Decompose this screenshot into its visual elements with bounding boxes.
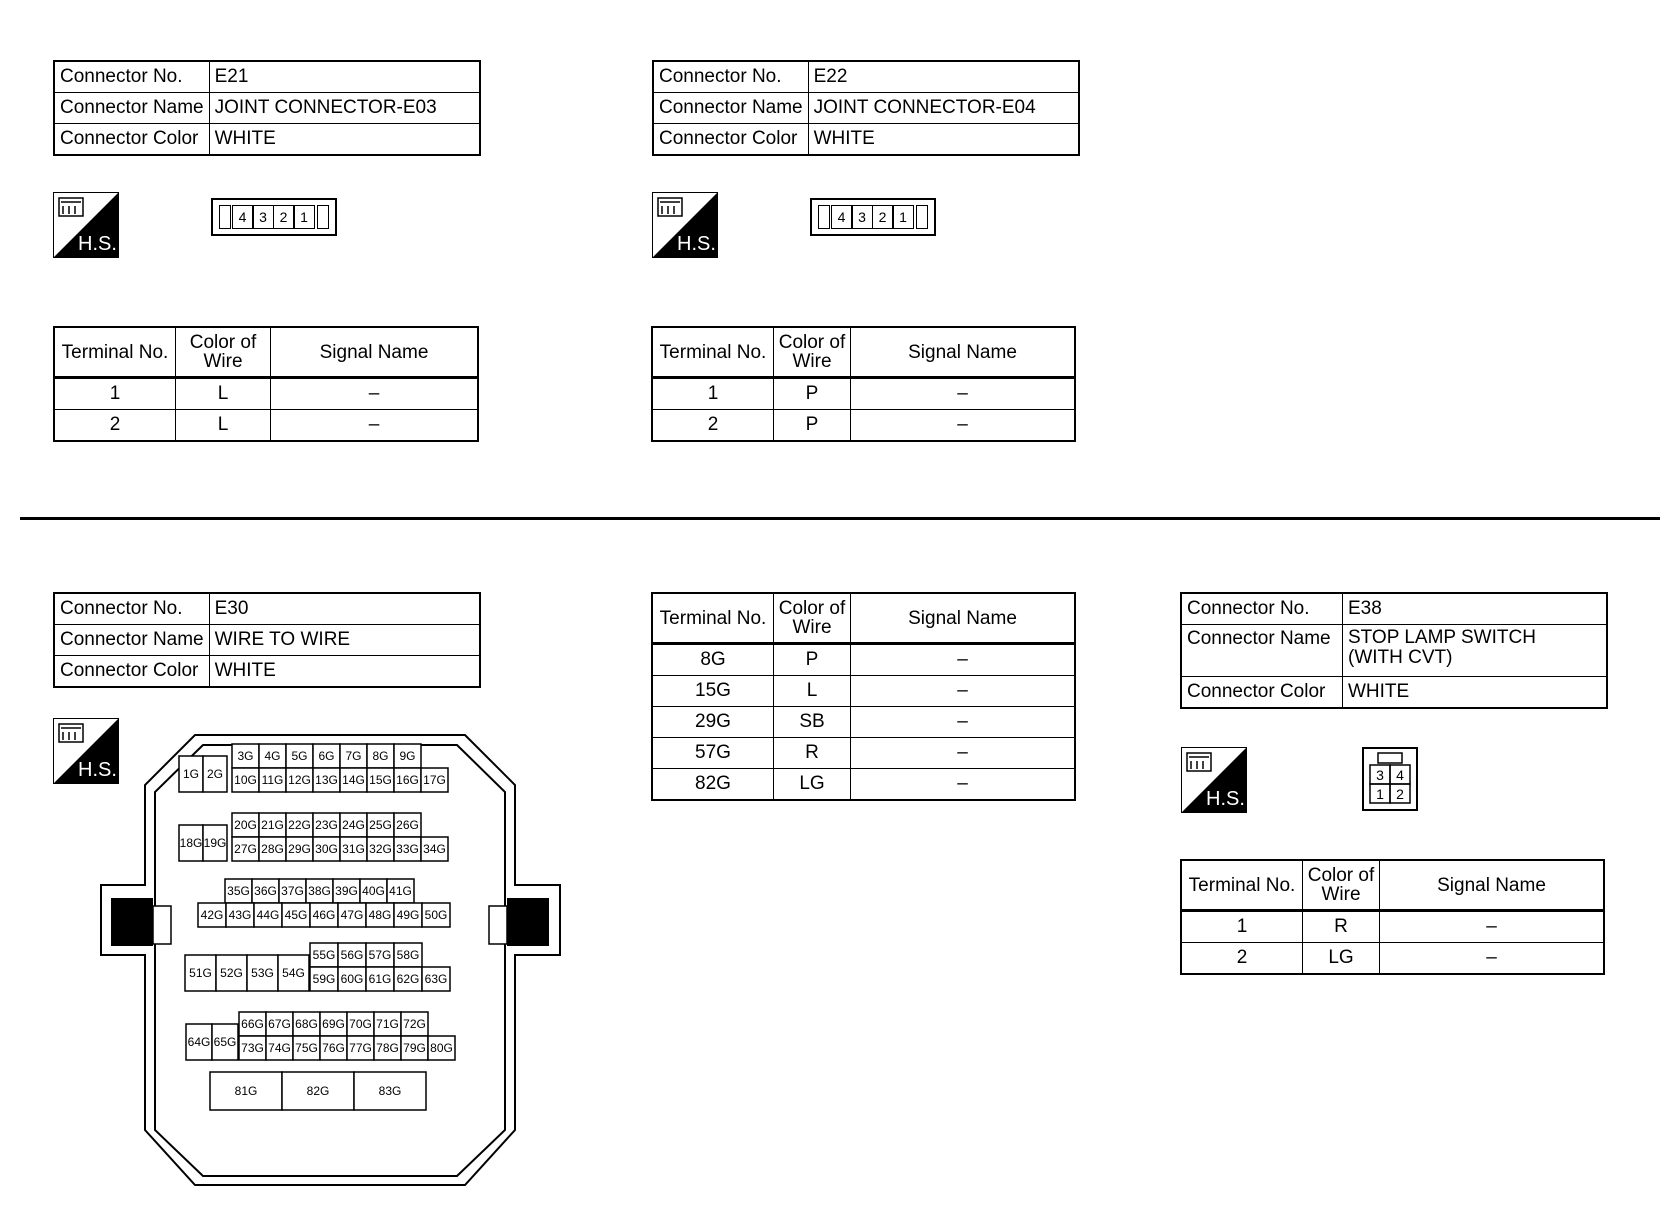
table-row: 2 L – xyxy=(54,410,478,442)
e38-connector-name: STOP LAMP SWITCH (WITH CVT) xyxy=(1343,625,1608,677)
e30-cavity-label: 12G xyxy=(288,773,311,787)
e30-cavity-label: 55G xyxy=(312,948,336,962)
e22-info-table xyxy=(652,60,1080,156)
label-connector-name: Connector Name xyxy=(54,625,209,656)
e30-cavity-label: 11G xyxy=(261,773,284,787)
e30-cavity-label: 20G xyxy=(234,818,257,832)
e22-pin: 1 xyxy=(892,205,914,229)
e30-cavity-label: 75G xyxy=(295,1041,318,1055)
e30-cavity-label: 46G xyxy=(312,908,336,922)
label-connector-color: Connector Color xyxy=(653,124,808,156)
label-connector-color: Connector Color xyxy=(1181,677,1343,709)
e38-pin: 2 xyxy=(1396,786,1404,802)
table-row: 8G P – xyxy=(652,644,1075,676)
e30-cavity-label: 34G xyxy=(423,842,446,856)
e30-cavity-label: 41G xyxy=(389,884,412,898)
e38-pin: 3 xyxy=(1376,767,1384,783)
table-row: 1 P – xyxy=(652,378,1075,410)
e30-cavity-label: 39G xyxy=(335,884,358,898)
e30-connector-no: E30 xyxy=(209,593,480,625)
e30-cavity-label: 44G xyxy=(256,908,280,922)
e22-connector-no: E22 xyxy=(808,61,1079,93)
e30-cavity-label: 24G xyxy=(342,818,365,832)
e30-connector-color: WHITE xyxy=(209,656,480,688)
e30-cavity-label: 61G xyxy=(368,972,392,986)
label-connector-name: Connector Name xyxy=(653,93,808,124)
e30-cavity-label: 42G xyxy=(200,908,224,922)
e30-cavity-label: 21G xyxy=(261,818,284,832)
table-row: 2 P – xyxy=(652,410,1075,442)
e30-cavity-label: 5G xyxy=(291,749,308,763)
e22-pin: 4 xyxy=(831,205,853,229)
e30-cavity-label: 67G xyxy=(268,1017,291,1031)
e30-cavity-label: 40G xyxy=(362,884,385,898)
header-color-of-wire: Color of Wire xyxy=(774,327,851,378)
e30-cavity-label: 71G xyxy=(376,1017,399,1031)
table-row: 1 L – xyxy=(54,378,478,410)
e30-cavity-label: 4G xyxy=(264,749,281,763)
e30-connector-face xyxy=(95,730,570,1190)
e21-connector-name: JOINT CONNECTOR-E03 xyxy=(209,93,480,124)
header-terminal-no: Terminal No. xyxy=(54,327,176,378)
header-color-of-wire: Color of Wire xyxy=(774,593,851,644)
e30-cavity-label: 63G xyxy=(424,972,448,986)
table-row: 82G LG – xyxy=(652,769,1075,801)
e30-cavity-label: 43G xyxy=(228,908,252,922)
e30-cavity-label: 31G xyxy=(342,842,365,856)
e30-cavity-label: 74G xyxy=(268,1041,291,1055)
e30-cavity-label: 33G xyxy=(396,842,419,856)
e30-cavity-label: 28G xyxy=(261,842,284,856)
e30-connector-name: WIRE TO WIRE xyxy=(209,625,480,656)
e30-cavity-label: 35G xyxy=(227,884,250,898)
e30-cavity-label: 54G xyxy=(282,966,305,980)
e30-cavity-label: 64G xyxy=(187,1035,211,1049)
e21-hs-icon xyxy=(53,192,119,263)
header-terminal-no: Terminal No. xyxy=(652,593,774,644)
table-row: 1 R – xyxy=(1181,911,1604,943)
e30-cavity-label: 62G xyxy=(396,972,420,986)
table-row: 29G SB – xyxy=(652,707,1075,738)
e30-cavity-label: 7G xyxy=(345,749,362,763)
e22-connector-face xyxy=(810,198,936,236)
e30-cavity-label: 80G xyxy=(430,1041,453,1055)
e38-pin: 4 xyxy=(1396,767,1404,783)
e21-pin: 3 xyxy=(252,205,274,229)
e22-connector-name: JOINT CONNECTOR-E04 xyxy=(808,93,1079,124)
e30-cavity-label: 30G xyxy=(315,842,338,856)
e30-cavity-label: 70G xyxy=(349,1017,372,1031)
e30-cavity-label: 83G xyxy=(378,1084,402,1098)
e30-cavity-label: 72G xyxy=(403,1017,426,1031)
header-terminal-no: Terminal No. xyxy=(1181,860,1303,911)
e38-connector-color: WHITE xyxy=(1343,677,1608,709)
e30-cavity-label: 32G xyxy=(369,842,392,856)
e30-cavity-label: 60G xyxy=(340,972,364,986)
e38-terminal-table xyxy=(1180,859,1605,975)
label-connector-no: Connector No. xyxy=(1181,593,1343,625)
svg-text:H.S.: H.S. xyxy=(78,233,117,255)
label-connector-name: Connector Name xyxy=(1181,625,1343,677)
label-connector-no: Connector No. xyxy=(54,593,209,625)
e30-cavity-label: 17G xyxy=(423,773,446,787)
e30-cavity-label: 8G xyxy=(372,749,389,763)
e30-cavity-label: 49G xyxy=(396,908,420,922)
e30-cavity-label: 37G xyxy=(281,884,304,898)
e30-cavity-label: 19G xyxy=(203,836,227,850)
e30-cavity-label: 56G xyxy=(340,948,364,962)
e30-cavity-label: 78G xyxy=(376,1041,399,1055)
e30-cavity-label: 15G xyxy=(369,773,392,787)
e21-connector-color: WHITE xyxy=(209,124,480,156)
e21-pin: 4 xyxy=(232,205,254,229)
e30-cavity-label: 9G xyxy=(399,749,416,763)
header-signal-name: Signal Name xyxy=(851,593,1076,644)
e30-cavity-label: 82G xyxy=(306,1084,330,1098)
label-connector-name: Connector Name xyxy=(54,93,209,124)
e30-cavity-label: 36G xyxy=(254,884,277,898)
e30-cavity-label: 65G xyxy=(213,1035,237,1049)
svg-text:H.S.: H.S. xyxy=(1206,788,1245,810)
table-row: 57G R – xyxy=(652,738,1075,769)
e30-cavity-label: 23G xyxy=(315,818,338,832)
e30-cavity-label: 47G xyxy=(340,908,364,922)
e30-cavity-label: 76G xyxy=(322,1041,345,1055)
e30-terminal-table xyxy=(651,592,1076,801)
e30-cavity-label: 2G xyxy=(206,767,224,781)
header-signal-name: Signal Name xyxy=(851,327,1076,378)
e30-cavity-label: 48G xyxy=(368,908,392,922)
header-terminal-no: Terminal No. xyxy=(652,327,774,378)
header-signal-name: Signal Name xyxy=(271,327,479,378)
e30-cavity-label: 50G xyxy=(424,908,448,922)
e30-cavity-label: 13G xyxy=(315,773,338,787)
header-color-of-wire: Color of Wire xyxy=(1303,860,1380,911)
e30-cavity-label: 27G xyxy=(234,842,257,856)
e21-connector-no: E21 xyxy=(209,61,480,93)
e30-cavity-label: 26G xyxy=(396,818,419,832)
svg-text:H.S.: H.S. xyxy=(78,759,117,781)
e30-cavity-label: 52G xyxy=(220,966,243,980)
e30-cavity-label: 16G xyxy=(396,773,419,787)
e30-cavity-label: 18G xyxy=(179,836,203,850)
e22-pin: 2 xyxy=(872,205,894,229)
label-connector-color: Connector Color xyxy=(54,656,209,688)
e38-connector-face xyxy=(1362,747,1418,811)
svg-text:H.S.: H.S. xyxy=(677,233,716,255)
e38-pin: 1 xyxy=(1376,786,1384,802)
e30-cavity-label: 81G xyxy=(234,1084,258,1098)
e22-terminal-table xyxy=(651,326,1076,442)
e30-cavity-label: 58G xyxy=(396,948,420,962)
header-signal-name: Signal Name xyxy=(1380,860,1605,911)
table-row: 2 LG – xyxy=(1181,943,1604,975)
e21-pin: 1 xyxy=(293,205,315,229)
e30-cavity-label: 73G xyxy=(241,1041,264,1055)
e21-connector-face xyxy=(211,198,337,236)
e30-cavity-label: 66G xyxy=(241,1017,264,1031)
table-row: 15G L – xyxy=(652,676,1075,707)
e22-hs-icon xyxy=(652,192,718,263)
e30-cavity-label: 1G xyxy=(182,767,200,781)
e21-info-table xyxy=(53,60,481,156)
e30-cavity-label: 59G xyxy=(312,972,336,986)
e30-cavity-label: 10G xyxy=(234,773,257,787)
e30-cavity-label: 29G xyxy=(288,842,311,856)
section-divider xyxy=(20,517,1660,520)
e30-info-table xyxy=(53,592,481,688)
e21-pin: 2 xyxy=(273,205,295,229)
e30-cavity-label: 77G xyxy=(349,1041,372,1055)
e30-cavity-label: 51G xyxy=(189,966,212,980)
e30-cavity-label: 3G xyxy=(237,749,254,763)
e30-cavity-label: 69G xyxy=(322,1017,345,1031)
e30-cavity-label: 68G xyxy=(295,1017,318,1031)
e30-cavity-label: 22G xyxy=(288,818,311,832)
e30-cavity-label: 14G xyxy=(342,773,365,787)
e30-cavity-label: 79G xyxy=(403,1041,426,1055)
e30-cavity-label: 53G xyxy=(251,966,274,980)
e30-cavity-label: 6G xyxy=(318,749,335,763)
label-connector-color: Connector Color xyxy=(54,124,209,156)
e21-terminal-table xyxy=(53,326,479,442)
e30-cavity-label: 45G xyxy=(284,908,308,922)
e38-hs-icon xyxy=(1181,747,1247,818)
e38-connector-no: E38 xyxy=(1343,593,1608,625)
label-connector-no: Connector No. xyxy=(653,61,808,93)
e22-pin: 3 xyxy=(851,205,873,229)
e30-cavity-label: 57G xyxy=(368,948,392,962)
e30-cavity-label: 25G xyxy=(369,818,392,832)
header-color-of-wire: Color of Wire xyxy=(176,327,271,378)
e38-info-table xyxy=(1180,592,1608,709)
e22-connector-color: WHITE xyxy=(808,124,1079,156)
label-connector-no: Connector No. xyxy=(54,61,209,93)
e30-cavity-label: 38G xyxy=(308,884,331,898)
